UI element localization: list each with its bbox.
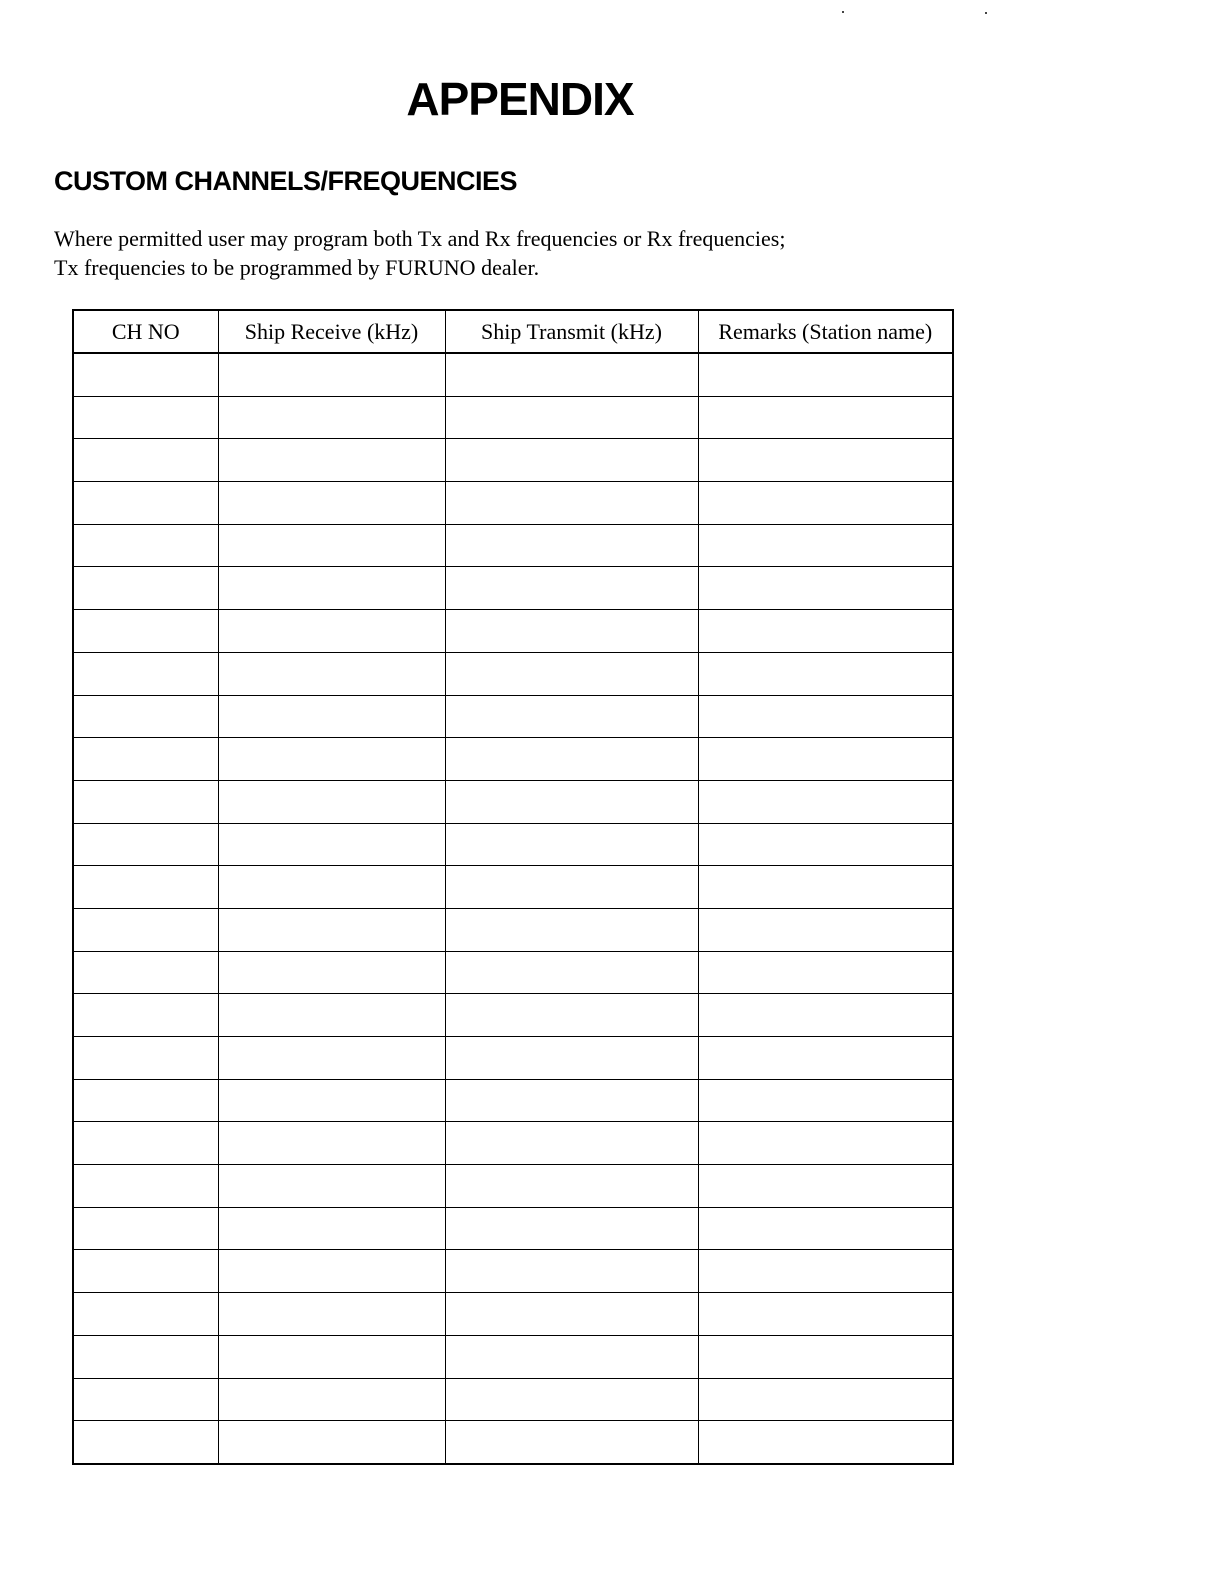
table-cell[interactable] [698, 908, 953, 951]
table-row [73, 567, 953, 610]
table-cell[interactable] [73, 994, 218, 1037]
table-row [73, 1165, 953, 1208]
table-cell[interactable] [73, 823, 218, 866]
table-body [73, 353, 953, 1464]
table-cell[interactable] [445, 866, 698, 909]
table-cell[interactable] [218, 396, 445, 439]
table-row [73, 866, 953, 909]
table-cell[interactable] [73, 1079, 218, 1122]
table-cell[interactable] [445, 1037, 698, 1080]
table-row [73, 951, 953, 994]
table-cell[interactable] [445, 738, 698, 781]
table-cell[interactable] [73, 1421, 218, 1464]
page-title: APPENDIX [406, 73, 634, 125]
table-row [73, 1293, 953, 1336]
table-cell[interactable] [445, 439, 698, 482]
table-cell[interactable] [73, 1037, 218, 1080]
table-row [73, 1207, 953, 1250]
table-cell[interactable] [698, 1079, 953, 1122]
table-cell[interactable] [698, 396, 953, 439]
table-cell[interactable] [73, 780, 218, 823]
table-cell[interactable] [218, 652, 445, 695]
table-cell[interactable] [218, 738, 445, 781]
table-cell[interactable] [218, 1250, 445, 1293]
table-cell[interactable] [445, 652, 698, 695]
table-cell[interactable] [218, 567, 445, 610]
table-cell[interactable] [73, 951, 218, 994]
table-cell[interactable] [445, 353, 698, 396]
table-cell[interactable] [445, 780, 698, 823]
table-cell[interactable] [698, 524, 953, 567]
table-cell[interactable] [73, 738, 218, 781]
table-cell[interactable] [445, 524, 698, 567]
table-cell[interactable] [218, 695, 445, 738]
table-cell[interactable] [218, 866, 445, 909]
table-cell[interactable] [445, 951, 698, 994]
table-cell[interactable] [445, 695, 698, 738]
table-row [73, 1079, 953, 1122]
intro-line: Tx frequencies to be programmed by FURUNO dealer. [54, 255, 540, 280]
table-cell[interactable] [445, 1335, 698, 1378]
table-cell[interactable] [698, 1335, 953, 1378]
intro-line: Where permitted user may program both Tx and Rx frequencies or Rx frequencies; [54, 226, 786, 251]
table-row [73, 823, 953, 866]
table-cell[interactable] [73, 524, 218, 567]
table-cell[interactable] [73, 396, 218, 439]
table-cell[interactable] [73, 908, 218, 951]
table-cell[interactable] [73, 695, 218, 738]
table-cell[interactable] [73, 866, 218, 909]
table-cell[interactable] [218, 1335, 445, 1378]
table-cell[interactable] [218, 524, 445, 567]
table-cell[interactable] [218, 1378, 445, 1421]
table-cell[interactable] [445, 908, 698, 951]
table-row [73, 396, 953, 439]
table-cell[interactable] [445, 396, 698, 439]
table-cell[interactable] [698, 567, 953, 610]
table-row [73, 695, 953, 738]
table-cell[interactable] [218, 439, 445, 482]
custom-channels-table [72, 309, 954, 1465]
table-row [73, 780, 953, 823]
table-row [73, 524, 953, 567]
table-cell[interactable] [698, 1037, 953, 1080]
intro-text [54, 224, 954, 282]
table-cell[interactable] [445, 1165, 698, 1208]
table-row [73, 482, 953, 525]
table-cell[interactable] [73, 1207, 218, 1250]
table-row [73, 652, 953, 695]
table-cell[interactable] [698, 823, 953, 866]
table-row [73, 994, 953, 1037]
table-cell[interactable] [73, 610, 218, 653]
table-row [73, 738, 953, 781]
table-cell[interactable] [218, 1421, 445, 1464]
table-cell[interactable] [698, 1421, 953, 1464]
table-cell[interactable] [218, 482, 445, 525]
table-cell[interactable] [698, 1122, 953, 1165]
table-row [73, 1421, 953, 1464]
table-cell[interactable] [445, 1250, 698, 1293]
table-cell[interactable] [73, 353, 218, 396]
table-cell[interactable] [698, 610, 953, 653]
table-cell[interactable] [698, 951, 953, 994]
table-cell[interactable] [218, 1165, 445, 1208]
table-cell[interactable] [698, 439, 953, 482]
table-cell[interactable] [73, 1378, 218, 1421]
table-row [73, 439, 953, 482]
table-cell[interactable] [218, 951, 445, 994]
table-cell[interactable] [698, 652, 953, 695]
section-title: CUSTOM CHANNELS/FREQUENCIES [54, 166, 518, 196]
table-cell[interactable] [73, 1335, 218, 1378]
table-cell[interactable] [445, 610, 698, 653]
table-cell[interactable] [445, 823, 698, 866]
table-cell[interactable] [218, 994, 445, 1037]
table-cell[interactable] [445, 482, 698, 525]
table-cell[interactable] [73, 439, 218, 482]
scan-speck [985, 12, 987, 14]
table-cell[interactable] [698, 482, 953, 525]
table-cell[interactable] [698, 780, 953, 823]
table-cell[interactable] [445, 1207, 698, 1250]
table-cell[interactable] [698, 1293, 953, 1336]
table-cell[interactable] [218, 1037, 445, 1080]
table-cell[interactable] [445, 1293, 698, 1336]
table-row [73, 1335, 953, 1378]
table-cell[interactable] [445, 1421, 698, 1464]
table-row [73, 1122, 953, 1165]
table-cell[interactable] [698, 1207, 953, 1250]
table-cell[interactable] [73, 652, 218, 695]
table-cell[interactable] [73, 567, 218, 610]
table-cell[interactable] [218, 1207, 445, 1250]
header-ship-receive: Ship Receive (kHz) [218, 310, 445, 353]
table-cell[interactable] [73, 1250, 218, 1293]
header-ship-transmit: Ship Transmit (kHz) [445, 310, 698, 353]
table-cell[interactable] [218, 353, 445, 396]
table-row [73, 1378, 953, 1421]
table-cell[interactable] [218, 1079, 445, 1122]
table-cell[interactable] [218, 823, 445, 866]
table-cell[interactable] [73, 1122, 218, 1165]
table-row [73, 353, 953, 396]
table-cell[interactable] [218, 908, 445, 951]
header-remarks: Remarks (Station name) [698, 310, 953, 353]
scan-speck [842, 11, 844, 13]
table-cell[interactable] [445, 1378, 698, 1421]
table-cell[interactable] [698, 1378, 953, 1421]
table-cell[interactable] [445, 994, 698, 1037]
table-cell[interactable] [698, 866, 953, 909]
table-cell[interactable] [698, 1165, 953, 1208]
table-row [73, 610, 953, 653]
table-cell[interactable] [698, 994, 953, 1037]
table-cell[interactable] [445, 567, 698, 610]
table-cell[interactable] [73, 482, 218, 525]
table-cell[interactable] [445, 1122, 698, 1165]
table-cell[interactable] [73, 1165, 218, 1208]
table-cell[interactable] [698, 738, 953, 781]
table-cell[interactable] [698, 353, 953, 396]
table-cell[interactable] [73, 1293, 218, 1336]
table-row [73, 908, 953, 951]
table-row [73, 1250, 953, 1293]
table-cell[interactable] [218, 610, 445, 653]
header-ch-no: CH NO [73, 310, 218, 353]
table-cell[interactable] [218, 1293, 445, 1336]
table-cell[interactable] [218, 780, 445, 823]
table-cell[interactable] [698, 695, 953, 738]
table-header-row [73, 310, 953, 353]
table-cell[interactable] [445, 1079, 698, 1122]
table-cell[interactable] [218, 1122, 445, 1165]
table-cell[interactable] [698, 1250, 953, 1293]
table-row [73, 1037, 953, 1080]
